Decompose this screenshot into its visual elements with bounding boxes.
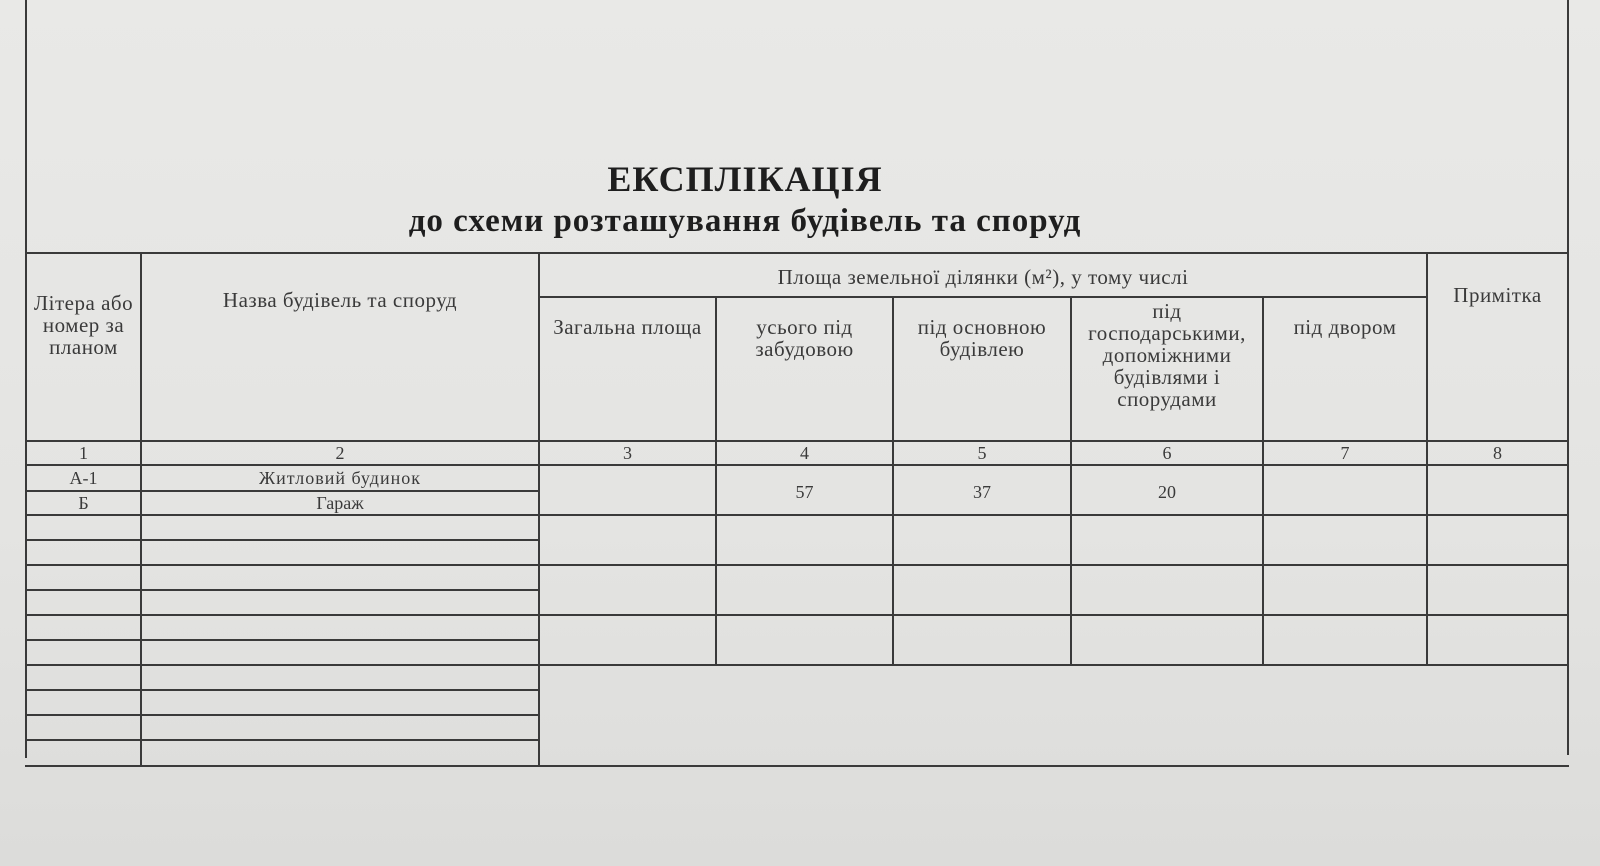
- row-line: [25, 614, 1569, 616]
- table-top-line: [25, 252, 1569, 254]
- row-line: [25, 639, 538, 641]
- area-subheader-line: [538, 296, 1428, 298]
- frame-left-border: [25, 0, 27, 758]
- document-title: ЕКСПЛІКАЦІЯ: [607, 159, 883, 199]
- frame-right-border: [1567, 0, 1569, 755]
- header-bottom-line: [25, 440, 1569, 442]
- column-number: 6: [1162, 443, 1172, 464]
- header-total-area: Загальна площа: [553, 315, 702, 339]
- column-number: 4: [800, 443, 809, 464]
- row-building-name: Гараж: [316, 492, 364, 513]
- row-building-name: Житловий будинок: [259, 467, 421, 488]
- row-line: [25, 689, 538, 691]
- row-line: [25, 564, 1569, 566]
- header-building-name: Назва будівель та споруд: [222, 287, 458, 312]
- row-line: [25, 664, 1569, 666]
- column-number: 2: [335, 443, 345, 464]
- column-number: 7: [1340, 443, 1350, 464]
- document-subtitle: до схеми розташування будівель та споруд: [408, 203, 1082, 239]
- value-under-construction: 57: [795, 481, 814, 502]
- column-number: 3: [623, 443, 632, 464]
- table-bottom-line: [25, 765, 1569, 767]
- row-line: [25, 739, 538, 741]
- column-number: 8: [1493, 443, 1502, 464]
- header-land-area-group: Площа земельної ділянки (м²), у тому числі: [777, 264, 1189, 289]
- row-line: [25, 514, 1569, 516]
- header-under-main-building: під основною будівлею: [917, 315, 1047, 362]
- column-number: 5: [977, 443, 987, 464]
- header-note: Примітка: [1453, 282, 1542, 307]
- row-line: [25, 539, 538, 541]
- row-line: [25, 714, 538, 716]
- row-line: [25, 589, 538, 591]
- value-under-auxiliary-buildings: 20: [1158, 481, 1176, 502]
- row-letter: А-1: [69, 467, 98, 488]
- value-under-main-building: 37: [973, 481, 991, 502]
- header-letter-number: Літера або номер за планом: [33, 291, 134, 360]
- header-under-yard: під двором: [1293, 315, 1397, 339]
- row-letter: Б: [78, 492, 89, 513]
- column-number: 1: [79, 443, 88, 464]
- header-under-construction: усього під забудовою: [755, 315, 854, 362]
- header-under-auxiliary-buildings: під господарськими, допоміжними будівлями і спорудами: [1088, 299, 1246, 412]
